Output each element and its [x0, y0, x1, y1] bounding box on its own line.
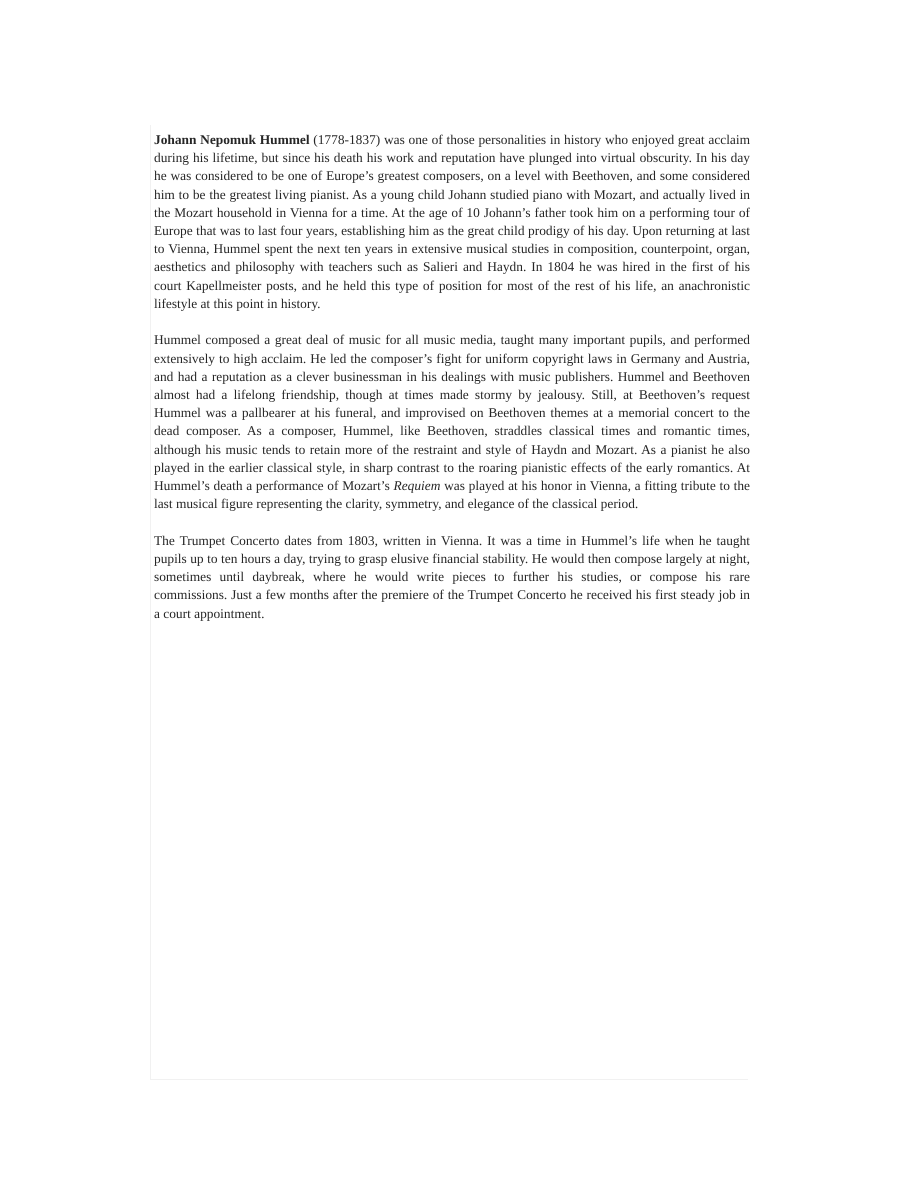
- paragraph-trumpet-concerto-text: The Trumpet Concerto dates from 1803, written in Vienna. It was a time in Hummel’s life when he taught pupils up to ten hours a day, trying to grasp elusive financial stability. He would then compose largely at night, sometimes until daybreak, where he would write pieces to further his studies, or compose his rare commissions. Just a few months after the premiere of the Trumpet Concerto he received his first steady job in a court appointment.: [154, 532, 750, 621]
- paragraph-career-text-after: was played at his honor in Vienna, a fitting tribute to the last musical figure representing the clarity, symmetry, and elegance of the classical period.: [154, 478, 750, 512]
- paragraph-trumpet-concerto: [154, 532, 750, 623]
- document-body: [154, 131, 750, 641]
- requiem-title: Requiem: [393, 478, 441, 494]
- paragraph-biography: [154, 131, 750, 313]
- paragraph-biography-text: (1778-1837) was one of those personalities in history who enjoyed great acclaim during his lifetime, but since his death his work and reputation have plunged into virtual obscurity. In his day he was considered to be one of Europe’s greatest composers, on a level with Beethoven, and some considered him to be the greatest living pianist. As a young child Johann studied piano with Mozart, and actually lived in the Mozart household in Vienna for a time. At the age of 10 Johann’s father took him on a performing tour of Europe that was to last four years, establishing him as the great child prodigy of his day. Upon returning at last to Vienna, Hummel spent the next ten years in extensive musical studies in composition, counterpoint, organ, aesthetics and philosophy with teachers such as Salieri and Haydn. In 1804 he was hired in the first of his court Kapellmeister posts, and he held this type of position for most of the rest of his life, an anachronistic lifestyle at this point in history.: [154, 132, 751, 311]
- paragraph-career: [154, 331, 750, 513]
- document-page: [150, 125, 751, 1080]
- paragraph-career-text-before: Hummel composed a great deal of music for all music media, taught many important pupils, and performed extensively to high acclaim. He led the composer’s fight for uniform copyright laws in Germany and Austria, and had a reputation as a clever businessman in his dealings with music publishers. Hummel and Beethoven almost had a lifelong friendship, though at times made stormy by jealousy. Still, at Beethoven’s request Hummel was a pallbearer at his funeral, and improvised on Beethoven themes at a memorial concert to the dead composer. As a composer, Hummel, like Beethoven, straddles classical times and romantic times, although his music tends to retain more of the restraint and style of Haydn and Mozart. As a pianist he also played in the earlier classical style, in sharp contrast to the roaring pianistic effects of the early romantics. At Hummel’s death a performance of Mozart’s: [154, 332, 750, 494]
- composer-name: Johann Nepomuk Hummel: [154, 132, 310, 147]
